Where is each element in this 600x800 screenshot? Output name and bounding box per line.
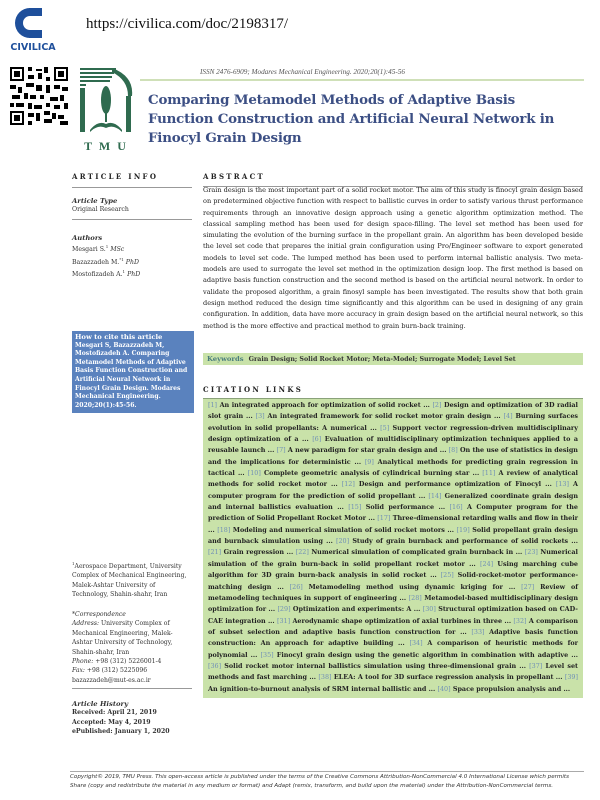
tmu-logo-text: T M U — [84, 139, 128, 153]
citation-text: Generalized coordinate grain design and internal ballistics evaluation ... — [208, 491, 578, 512]
citation-number: [24] — [480, 559, 494, 568]
citation-link[interactable] — [290, 583, 516, 591]
citation-number: [20] — [336, 537, 350, 546]
address-label: Address: — [72, 620, 100, 628]
citation-text: Design and optimization of 3D radial slot grain ... — [208, 401, 578, 421]
citation-number: [33] — [471, 627, 485, 636]
divider — [72, 688, 192, 689]
citation-text: Support vector regression-driven multidisciplinary design optimization of a ... — [208, 423, 578, 444]
affiliation-sup: 1 — [72, 561, 75, 566]
article-info-heading: ARTICLE INFO — [72, 172, 159, 181]
header-divider — [140, 79, 584, 81]
affiliation — [72, 559, 192, 600]
citation-text: A computer program for the prediction of solid propellant ... — [208, 480, 578, 500]
phone-value: +98 (312) 5226001-4 — [95, 658, 162, 666]
citation-text: Evaluation of multidisciplinary optimization techniques applied to a reusable launch ... — [208, 435, 578, 455]
citation-number: [27] — [521, 582, 535, 591]
correspondence-label: *Correspondence — [72, 611, 126, 618]
article-history-label: Article History — [72, 700, 129, 708]
citation-link[interactable] — [336, 537, 578, 545]
citation-number: [9] — [364, 457, 374, 466]
fax-value: +98 (312) 5225096 — [86, 667, 148, 675]
citation-link[interactable] — [296, 548, 523, 556]
citation-number: [32] — [513, 616, 527, 625]
keywords-bar — [203, 353, 583, 365]
address-value: University Complex of Mechanical Engineering, Malek-Ashtar University of Technology, Shahin-shahr, Iran — [72, 620, 173, 656]
citation-link[interactable] — [208, 662, 526, 670]
citation-link[interactable] — [277, 617, 511, 625]
correspondence-section — [72, 610, 192, 689]
citation-number: [12] — [341, 480, 355, 489]
citation-link[interactable] — [277, 446, 447, 454]
citation-text: Three-dimensional retarding walls and flow in their ... — [208, 514, 579, 534]
citation-link[interactable] — [208, 401, 430, 409]
citation-number: [37] — [529, 661, 543, 670]
how-to-cite-heading: How to cite this article — [75, 333, 163, 341]
citation-text: Review of metamodeling techniques in support of engineering ... — [208, 582, 578, 602]
citation-text: A review of analytical methods for solid rocket motor ... — [208, 469, 578, 489]
author-item[interactable] — [72, 242, 192, 255]
citation-number: [8] — [448, 446, 458, 455]
fax-label: Fax: — [72, 667, 85, 675]
article-title: Comparing Metamodel Methods of Adaptive Basis Function Construction and Artificial Neural Network in Finocyl Grain Design — [148, 92, 555, 146]
citation-number: [7] — [276, 446, 286, 455]
author-name: Bazazzadeh M. — [72, 258, 120, 266]
citation-text: An integrated approach for optimization of solid rocket ... — [219, 401, 430, 409]
citation-text: Modeling and numerical simulation of solid rocket motors ... — [232, 525, 455, 534]
keywords-label: Keywords — [207, 355, 244, 363]
citation-links-heading: CITATION LINKS — [203, 385, 304, 394]
author-affiliation-sup: 1 — [122, 269, 126, 275]
citation-number: [2] — [432, 401, 442, 409]
citation-text: Solid performance ... — [365, 503, 446, 512]
article-type-section — [72, 197, 192, 220]
authors-label: Authors — [72, 234, 103, 242]
citation-text: A new paradigm for star grain design and ... — [287, 446, 447, 455]
citation-number: [23] — [524, 548, 538, 557]
tmu-emblem-icon — [76, 66, 136, 140]
author-name: Mostofizadeh A. — [72, 271, 123, 279]
citation-number: [22] — [295, 548, 309, 557]
citation-link[interactable] — [256, 412, 501, 420]
citation-link[interactable] — [348, 503, 445, 511]
citation-link[interactable] — [277, 605, 420, 613]
citation-number: [30] — [422, 605, 436, 614]
citation-text: Space propulsion analysis and ... — [452, 684, 571, 693]
citation-text: A Computer program for the prediction of Solid Propellant Rocket Motor ... — [208, 503, 578, 523]
citation-text: ELEA: A tool for 3D surface regression analysis in propellant ... — [333, 673, 563, 682]
article-type-value: Original Research — [72, 206, 129, 213]
article-history-section — [72, 700, 192, 737]
citation-number: [18] — [217, 525, 231, 534]
article-info-heading-wrap — [72, 172, 192, 188]
citation-text: Using marching cube algorithm for 3D grain burn-back analysis in solid rocket ... — [208, 559, 578, 580]
abstract-heading: ABSTRACT — [203, 172, 266, 181]
citation-number: [3] — [255, 412, 265, 421]
civilica-logo[interactable] — [6, 6, 54, 56]
qr-code-icon — [10, 67, 68, 125]
citation-text: Analytical methods for predicting grain regression in tactical ... — [208, 457, 578, 478]
citation-number: [39] — [564, 673, 578, 682]
citation-number: [38] — [318, 673, 332, 682]
citation-number: [17] — [377, 514, 391, 523]
author-name: Mesgari S. — [72, 246, 106, 254]
citation-text: An integrated framework for solid rocket motor grain design ... — [267, 412, 501, 421]
citation-number: [4] — [503, 412, 513, 421]
citation-number: [11] — [482, 469, 496, 478]
accepted-date: Accepted: May 4, 2019 — [72, 718, 151, 726]
citation-link[interactable] — [261, 651, 578, 659]
citation-text: Numerical simulation of complicated grain burnback in ... — [311, 548, 523, 557]
citation-number: [13] — [555, 480, 569, 489]
author-degree: PhD — [127, 271, 141, 279]
citation-number: [16] — [449, 503, 463, 512]
civilica-c-icon — [13, 6, 47, 40]
journal-issn: ISSN 2476-6909; Modares Mechanical Engineering. 2020;20(1):45-56 — [200, 68, 405, 76]
citation-number: [21] — [208, 548, 222, 557]
tmu-logo — [76, 66, 136, 154]
citation-number: [29] — [277, 605, 291, 614]
citation-text: Metamodeling method using dynamic kriging for ... — [308, 582, 516, 591]
author-item[interactable] — [72, 267, 192, 280]
citation-text: Finocyl grain design using the genetic algorithm in combination with adaptive ... — [276, 650, 578, 659]
citation-link[interactable] — [208, 548, 293, 556]
authors-section — [72, 234, 192, 280]
keywords-value: Grain Design; Solid Rocket Motor; Meta-Model; Surrogate Model; Level Set — [248, 356, 516, 363]
citation-number: [15] — [348, 503, 362, 512]
author-degree: PhD — [125, 258, 139, 266]
footer-divider — [70, 771, 584, 772]
citation-link[interactable] — [217, 526, 454, 534]
citation-text: Solid-rocket-motor performance-matching design ... — [208, 571, 579, 591]
affiliation-text: Aerospace Department, University Complex of Mechanical Engineering, Malek-Ashtar University of Technology, Shahin-shahr, Iran — [72, 563, 187, 599]
citation-links-heading-wrap — [203, 385, 583, 394]
epublished-date: ePublished: January 1, 2020 — [72, 728, 170, 736]
citation-number: [40] — [437, 684, 451, 693]
citation-number: [35] — [260, 650, 274, 659]
citation-text: Level set methods and fast marching ... — [208, 661, 578, 682]
document-url[interactable]: https://civilica.com/doc/2198317/ — [86, 16, 289, 32]
divider — [72, 187, 192, 188]
citation-text: On the use of statistics in design and the implications for deterministic ... — [208, 446, 578, 466]
citation-number: [10] — [247, 469, 261, 478]
author-item[interactable] — [72, 255, 192, 268]
how-to-cite-box — [72, 331, 194, 413]
citation-link[interactable] — [342, 480, 552, 488]
email-link[interactable]: bazazzadeh@mut-es.ac.ir — [72, 676, 151, 684]
citation-text: An ignition-to-burnout analysis of SRM internal ballistic and ... — [208, 684, 436, 693]
citation-links-box — [203, 398, 583, 698]
citation-text: Complete geometric analysis of cylindrical burning star ... — [264, 469, 480, 478]
citation-number: [14] — [428, 491, 442, 500]
citation-text: Aerodynamic shape optimization of axial turbines in three ... — [292, 616, 512, 625]
phone-label: Phone: — [72, 658, 94, 666]
citation-number: [31] — [276, 616, 291, 625]
citation-number: [19] — [456, 525, 470, 534]
citation-text: Solid propellant grain design and burnback simulation using ... — [208, 525, 578, 546]
citation-link[interactable] — [437, 685, 570, 693]
citation-text: A comparison of heuristic methods for polynomial ... — [208, 639, 579, 659]
author-affiliation-sup: *1 — [119, 256, 124, 262]
citation-number: [25] — [440, 571, 454, 580]
citation-text: Optimization and experiments: A ... — [292, 605, 421, 614]
author-degree: MSc — [110, 246, 125, 254]
how-to-cite-text: Mesgari S, Bazazzadeh M, Mostofizadeh A. Comparing Metamodel Methods of Adaptive Basis Function Construction and Artificial Neural Network in Finocyl Grain Design. Modares Mechanical Engineering. 2020;20(1):45-56. — [75, 341, 188, 409]
citation-number: [28] — [408, 593, 422, 602]
citation-number: [34] — [409, 639, 423, 648]
citation-text: Structural optimization based on CAD-CAE integration ... — [208, 605, 578, 625]
citation-number: [36] — [208, 661, 222, 670]
citation-text: Burning surfaces evolution in solid propellants: A numerical ... — [208, 412, 578, 432]
citation-text: Adaptive basis function construction: An approach for adaptive building ... — [208, 627, 578, 648]
citation-text: Study of grain burnback and performance of solid rockets ... — [352, 537, 578, 546]
article-type-label: Article Type — [72, 197, 118, 205]
citation-text: Metamodel-based multidisciplinary design optimization for ... — [208, 593, 578, 614]
citation-number: [6] — [312, 435, 322, 444]
citation-text: Grain regression ... — [223, 548, 294, 557]
citation-number: [5] — [380, 423, 390, 432]
citation-number: [1] — [208, 401, 218, 409]
citation-link[interactable] — [318, 673, 562, 681]
author-affiliation-sup: 1 — [105, 244, 109, 249]
citation-number: [26] — [289, 582, 303, 591]
received-date: Received: April 21, 2019 — [72, 709, 157, 716]
abstract-text: Grain design is the most important part of a solid rocket motor. The aim of this study is finocyl grain design based on predetermined objective function with respect to ballistic curves in order to satisfy various thrust performance requirements through an innovative design approach using a genetic algorithm optimization method. The classical sampling method has been used for design space-filling. The level set method has been used for simulating the evolution of the burning surface in the propellant grain. An algorithm has been developed beside the level set code that prepares the initial grain configuration using Pro/Engineer software to export generated models to level set code. The lumped method has been used to perform internal ballistic analysis. Two meta-models are used to surrogate the level set method in the optimization design loop. The first method is based on adaptive basis function construction and the second method is based on the artificial neural network. In order to validate the proposed algorithm, a grain finosyl sample has been investigated. The results show that both grain design method reduced the design time significantly and this algorithm can be used in designing of any grain configuration. In addition, data have more accuracy in grain design based on the artificial neural network, so this method is the more effective and practical method to grain burn-back training. — [203, 186, 583, 330]
divider — [72, 219, 192, 220]
civilica-logo-text: CIVILICA — [10, 42, 56, 53]
citation-text: Numerical simulation of the grain burn-back in solid propellant rocket motor ... — [208, 548, 578, 568]
citation-text: A comparison of subset selection and adaptive basis function construction for ... — [208, 616, 578, 636]
citation-text: Design and performance optimization of Finocyl ... — [358, 480, 552, 489]
citation-text: Solid rocket motor internal ballistics simulation using three-dimensional grain ... — [224, 661, 526, 670]
copyright-notice: Copyright© 2019, TMU Press. This open-access article is published under the terms of the Creative Commons Attribution-NonCommercial 4.0 International License which permits Share (copy and redistribute the material in any medium or format) and Adapt (remix, transform, and build upon the material) under the Attribution-NonCommercial terms. — [70, 774, 570, 789]
citation-link[interactable] — [248, 469, 479, 477]
